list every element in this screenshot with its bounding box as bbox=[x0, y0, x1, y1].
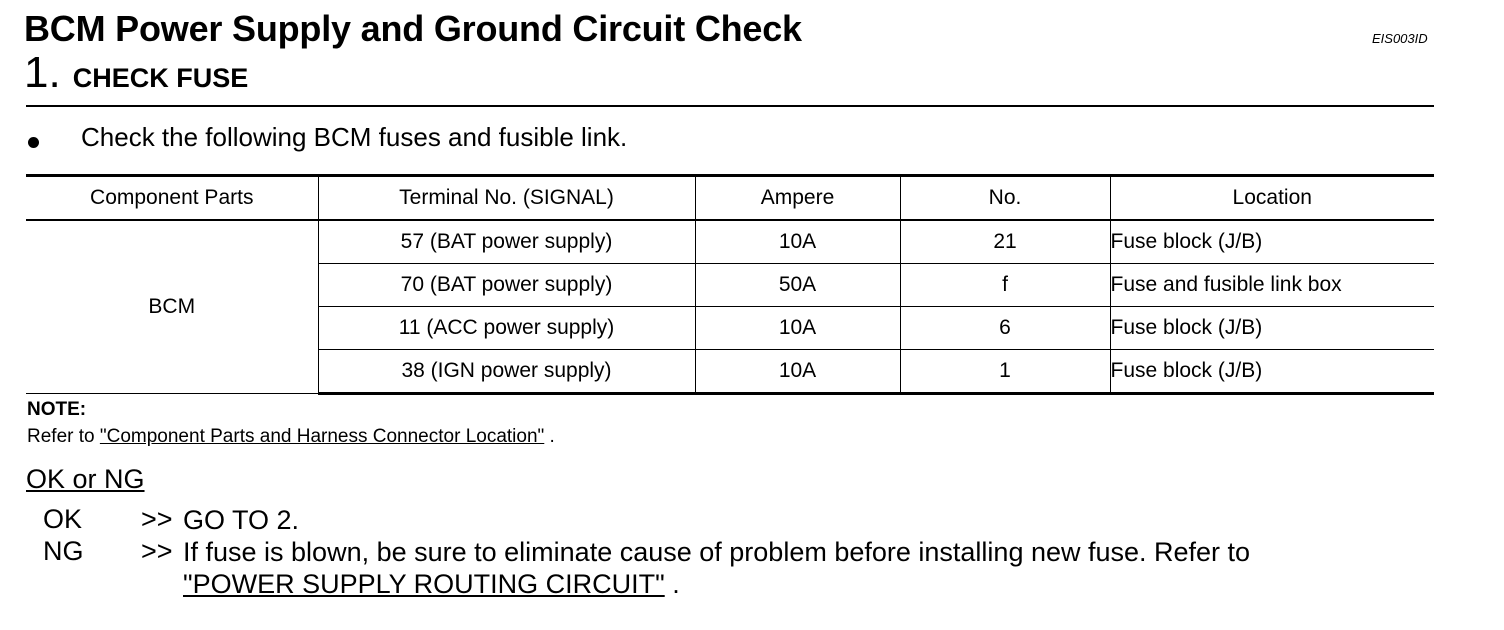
table-header-row bbox=[26, 176, 1434, 221]
document-id: EIS003ID bbox=[1372, 31, 1428, 46]
note-label: NOTE: bbox=[27, 399, 87, 420]
table-row bbox=[26, 220, 1434, 264]
fuse-table bbox=[26, 174, 1434, 395]
ok-or-ng-heading: OK or NG bbox=[26, 464, 145, 494]
ampere-cell: 10A bbox=[695, 220, 900, 264]
step-heading bbox=[24, 48, 248, 98]
ng-action-text: If fuse is blown, be sure to eliminate cause of problem before installing new fuse. Refer to bbox=[183, 537, 1251, 567]
instruction-text: Check the following BCM fuses and fusible link. bbox=[81, 122, 628, 152]
location-cell: Fuse block (J/B) bbox=[1110, 350, 1434, 394]
terminal-cell: 57 (BAT power supply) bbox=[318, 220, 695, 264]
component-cell: BCM bbox=[26, 220, 318, 394]
header-location: Location bbox=[1110, 176, 1434, 221]
section-divider bbox=[26, 105, 1434, 107]
power-supply-routing-link[interactable]: "POWER SUPPLY ROUTING CIRCUIT" bbox=[183, 569, 665, 599]
header-terminal-no: Terminal No. (SIGNAL) bbox=[318, 176, 695, 221]
ng-suffix: . bbox=[664, 569, 680, 599]
fuse-number-cell: 1 bbox=[900, 350, 1110, 394]
note-text bbox=[27, 426, 555, 448]
page-title: BCM Power Supply and Ground Circuit Check bbox=[24, 8, 802, 49]
ok-arrow: >> bbox=[141, 504, 173, 534]
component-location-link[interactable]: "Component Parts and Harness Connector Location" bbox=[99, 426, 545, 447]
location-cell: Fuse block (J/B) bbox=[1110, 220, 1434, 264]
location-cell: Fuse and fusible link box bbox=[1110, 264, 1434, 307]
ok-label: OK bbox=[43, 504, 83, 534]
ampere-cell: 50A bbox=[695, 264, 900, 307]
note-suffix: . bbox=[544, 426, 555, 447]
ampere-cell: 10A bbox=[695, 307, 900, 350]
ok-action: GO TO 2. bbox=[183, 505, 300, 535]
step-title: CHECK FUSE bbox=[72, 63, 249, 93]
header-ampere: Ampere bbox=[695, 176, 900, 221]
header-no: No. bbox=[900, 176, 1110, 221]
fuse-number-cell: 21 bbox=[900, 220, 1110, 264]
location-cell: Fuse block (J/B) bbox=[1110, 307, 1434, 350]
note-prefix: Refer to bbox=[27, 426, 100, 447]
ampere-cell: 10A bbox=[695, 350, 900, 394]
ng-label: NG bbox=[43, 536, 84, 566]
fuse-number-cell: 6 bbox=[900, 307, 1110, 350]
terminal-cell: 38 (IGN power supply) bbox=[318, 350, 695, 394]
terminal-cell: 11 (ACC power supply) bbox=[318, 307, 695, 350]
ng-action bbox=[183, 536, 1403, 600]
header-component-parts: Component Parts bbox=[26, 176, 318, 221]
bullet-icon bbox=[28, 137, 39, 148]
ng-arrow: >> bbox=[141, 536, 173, 566]
step-number: 1. bbox=[24, 48, 61, 97]
terminal-cell: 70 (BAT power supply) bbox=[318, 264, 695, 307]
fuse-number-cell: f bbox=[900, 264, 1110, 307]
